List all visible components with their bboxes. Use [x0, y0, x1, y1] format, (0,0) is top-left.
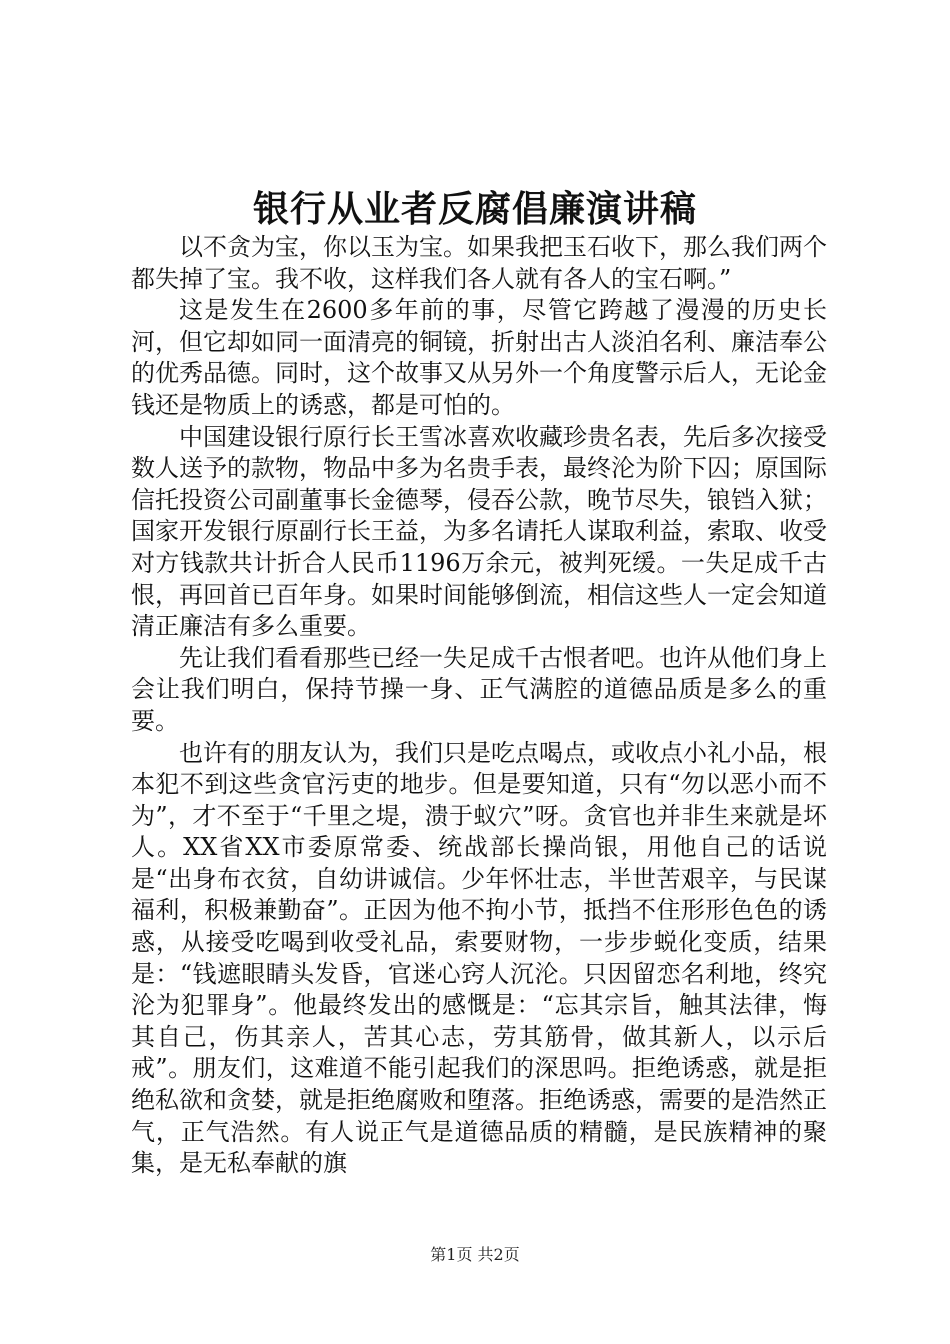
paragraph-2: 这是发生在2600多年前的事，尽管它跨越了漫漫的历史长河，但它却如同一面清亮的铜镜，折射出古人淡泊名利、廉洁奉公的优秀品德。同时，这个故事又从另外一个角度警示后人，无论金钱还是物质上的诱惑，都是可怕的。: [131, 296, 827, 419]
paragraph-5: 也许有的朋友认为，我们只是吃点喝点，或收点小礼小品，根本犯不到这些贪官污吏的地步。但是要知道，只有“勿以恶小而不为”，才不至于“千里之堤，溃于蚁穴”呀。贪官也并非生来就是坏人。XX省XX市委原常委、统战部长操尚银，用他自己的话说是“出身布衣贫，自幼讲诚信。少年怀壮志，半世苦艰辛，与民谋福利，积极兼勤奋”。正因为他不拘小节，抵挡不住形形色色的诱惑，从接受吃喝到收受礼品，索要财物，一步步蜕化变质，结果是：“钱遮眼睛头发昏，官迷心窍人沉沦。只因留恋名利地，终究沦为犯罪身”。他最终发出的感慨是：“忘其宗旨，触其法律，悔其自己，伤其亲人，苦其心志，劳其筋骨，做其新人，以示后戒”。朋友们，这难道不能引起我们的深思吗。拒绝诱惑，就是拒绝私欲和贪婪，就是拒绝腐败和堕落。拒绝诱惑，需要的是浩然正气，正气浩然。有人说正气是道德品质的精髓，是民族精神的聚集，是无私奉献的旗: [131, 738, 827, 1178]
paragraph-1: 以不贪为宝，你以玉为宝。如果我把玉石收下，那么我们两个都失掉了宝。我不收，这样我们各人就有各人的宝石啊。”: [131, 233, 827, 293]
page-number-footer: 第1页 共2页: [430, 1245, 520, 1264]
paragraph-4: 先让我们看看那些已经一失足成千古恨者吧。也许从他们身上会让我们明白，保持节操一身、正气满腔的道德品质是多么的重要。: [131, 643, 827, 735]
document-body: [131, 232, 827, 1180]
paragraph-3: 中国建设银行原行长王雪冰喜欢收藏珍贵名表，先后多次接受数人送予的款物，物品中多为名贵手表，最终沦为阶下囚；原国际信托投资公司副董事长金德琴，侵吞公款，晚节尽失，锒铛入狱；国家开发银行原副行长王益，为多名请托人谋取利益，索取、收受对方钱款共计折合人民币1196万余元，被判死缓。一失足成千古恨，再回首已百年身。如果时间能够倒流，相信这些人一定会知道清正廉洁有多么重要。: [131, 422, 827, 641]
document-title: 银行从业者反腐倡廉演讲稿: [252, 188, 697, 230]
